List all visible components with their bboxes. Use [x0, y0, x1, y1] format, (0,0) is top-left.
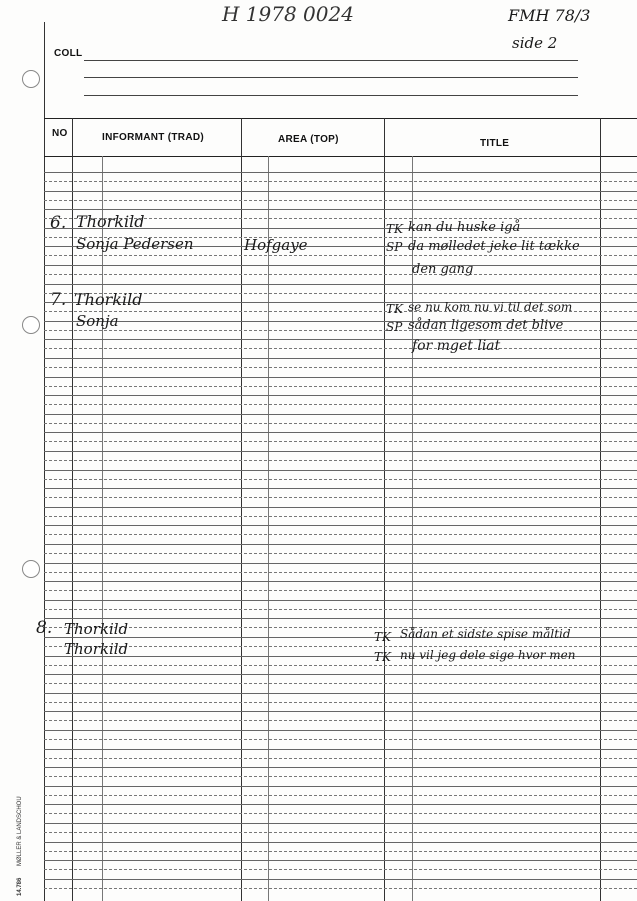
- entry-number: 8.: [36, 618, 53, 638]
- row-rule: [44, 674, 637, 675]
- row-rule: [44, 358, 637, 359]
- title-line: Sådan et sidste spise måltid: [400, 627, 571, 641]
- row-guide: [44, 832, 637, 833]
- row-guide: [44, 200, 637, 201]
- row-rule: [44, 879, 637, 880]
- row-rule: [44, 284, 637, 285]
- speaker-tag: TK: [374, 630, 391, 644]
- row-guide: [44, 795, 637, 796]
- row-rule: [44, 711, 637, 712]
- coll-line: [84, 60, 578, 61]
- row-guide: [44, 851, 637, 852]
- title-line: den gang: [412, 262, 474, 277]
- column-divider: [241, 118, 242, 901]
- row-guide: [44, 869, 637, 870]
- speaker-tag: TK: [386, 222, 403, 236]
- title-line: da mølledet jeke lit tække: [408, 239, 580, 254]
- row-guide: [44, 720, 637, 721]
- row-rule: [44, 172, 637, 173]
- row-guide: [44, 423, 637, 424]
- row-rule: [44, 470, 637, 471]
- informant-name: Sonja: [76, 312, 119, 330]
- file-reference: FMH 78/3: [508, 6, 591, 25]
- area-value: Hofgaye: [244, 236, 308, 254]
- speaker-tag: SP: [386, 240, 403, 254]
- row-guide: [44, 367, 637, 368]
- speaker-tag: SP: [386, 320, 403, 334]
- coll-line: [84, 95, 578, 96]
- coll-line: [84, 77, 578, 78]
- informant-name: Thorkild: [74, 290, 143, 309]
- row-guide: [44, 274, 637, 275]
- punch-hole: [22, 316, 40, 334]
- row-guide: [44, 479, 637, 480]
- row-rule: [44, 786, 637, 787]
- row-rule: [44, 432, 637, 433]
- header-bottom-rule: [44, 156, 637, 157]
- row-rule: [44, 191, 637, 192]
- punch-hole: [22, 560, 40, 578]
- row-rule: [44, 600, 637, 601]
- row-guide: [44, 665, 637, 666]
- row-guide: [44, 888, 637, 889]
- row-guide: [44, 758, 637, 759]
- informant-name: Thorkild: [64, 640, 129, 658]
- title-line: se nu kom nu vi til det som: [408, 300, 573, 314]
- row-rule: [44, 377, 637, 378]
- row-rule: [44, 395, 637, 396]
- row-rule: [44, 804, 637, 805]
- row-guide: [44, 739, 637, 740]
- row-guide: [44, 609, 637, 610]
- coll-label: COLL: [54, 48, 83, 59]
- row-rule: [44, 767, 637, 768]
- row-rule: [44, 451, 637, 452]
- row-rule: [44, 823, 637, 824]
- form-code: 14.786: [17, 877, 23, 896]
- row-rule: [44, 860, 637, 861]
- punch-hole: [22, 70, 40, 88]
- title-line: for mget liat: [412, 338, 501, 354]
- row-guide: [44, 683, 637, 684]
- row-rule: [44, 730, 637, 731]
- informant-name: Thorkild: [76, 212, 145, 231]
- form-frame: [44, 22, 45, 901]
- row-rule: [44, 618, 637, 619]
- column-header-no: NO: [52, 128, 68, 139]
- row-guide: [44, 646, 637, 647]
- row-rule: [44, 544, 637, 545]
- archive-number: H 1978 0024: [222, 2, 354, 26]
- row-guide: [44, 255, 637, 256]
- row-rule: [44, 525, 637, 526]
- column-header-area: AREA (TOP): [278, 134, 339, 145]
- column-header-informant: INFORMANT (TRAD): [102, 132, 205, 143]
- row-rule: [44, 693, 637, 694]
- row-guide: [44, 348, 637, 349]
- row-guide: [44, 590, 637, 591]
- row-guide: [44, 553, 637, 554]
- printer-mark: MØLLER & LANDSCHOU: [17, 796, 23, 866]
- header-top-rule: [44, 118, 637, 119]
- row-rule: [44, 581, 637, 582]
- entry-number: 7.: [50, 290, 67, 310]
- row-rule: [44, 414, 637, 415]
- row-guide: [44, 776, 637, 777]
- speaker-tag: TK: [374, 650, 391, 664]
- row-guide: [44, 497, 637, 498]
- row-guide: [44, 460, 637, 461]
- row-guide: [44, 181, 637, 182]
- row-rule: [44, 488, 637, 489]
- title-line: nu vil jeg dele sige hvor men: [400, 648, 576, 662]
- row-guide: [44, 702, 637, 703]
- row-guide: [44, 441, 637, 442]
- title-line: sådan ligesom det blive: [408, 318, 564, 333]
- column-divider: [600, 118, 601, 901]
- row-rule: [44, 749, 637, 750]
- column-divider: [384, 118, 385, 901]
- row-guide: [44, 404, 637, 405]
- row-guide: [44, 813, 637, 814]
- row-guide: [44, 516, 637, 517]
- page-number: side 2: [512, 34, 558, 52]
- speaker-tag: TK: [386, 302, 403, 316]
- row-rule: [44, 563, 637, 564]
- row-rule: [44, 209, 637, 210]
- informant-name: Thorkild: [64, 620, 129, 638]
- row-guide: [44, 386, 637, 387]
- column-subdivider: [102, 156, 103, 901]
- title-line: kan du huske igå: [408, 220, 521, 235]
- row-rule: [44, 507, 637, 508]
- row-guide: [44, 572, 637, 573]
- entry-number: 6.: [50, 213, 67, 233]
- column-header-title: TITLE: [480, 138, 510, 149]
- row-rule: [44, 842, 637, 843]
- row-rule: [44, 339, 637, 340]
- informant-name: Sonja Pedersen: [76, 235, 194, 253]
- column-subdivider: [268, 156, 269, 901]
- row-rule: [44, 265, 637, 266]
- column-divider: [72, 118, 73, 901]
- row-guide: [44, 534, 637, 535]
